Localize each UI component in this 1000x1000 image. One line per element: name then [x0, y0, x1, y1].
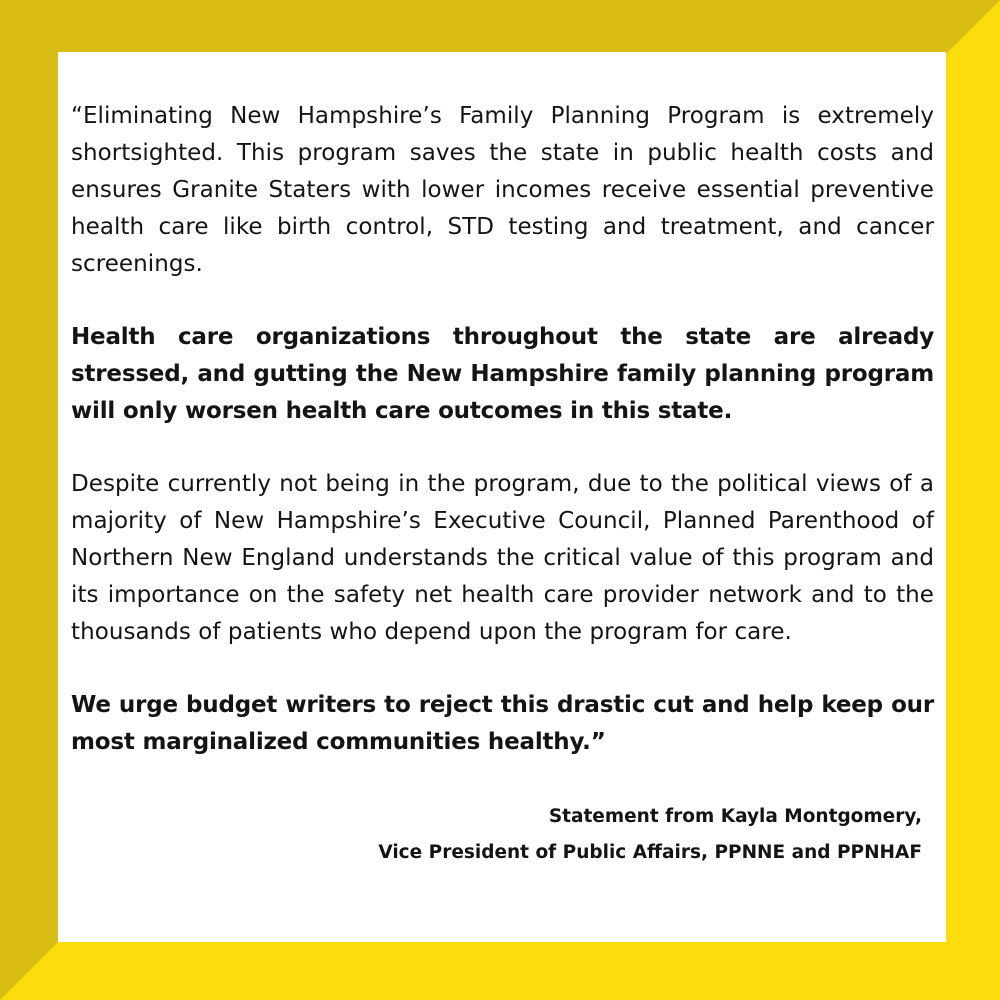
- paragraph-spacer: [71, 430, 934, 466]
- paragraph-spacer: [71, 283, 934, 319]
- quote-paragraph-1: “Eliminating New Hampshire’s Family Planning Program is extremely shortsighted. This program saves the state in public health costs and ensures Granite Staters with lower incomes receive essential preventive health care like birth control, STD testing and treatment, and cancer screenings.: [71, 103, 934, 277]
- paragraph-spacer: [71, 651, 934, 687]
- quote-paragraph-3: Despite currently not being in the program, due to the political views of a majority of New Hampshire’s Executive Council, Planned Parenthood of Northern New England understands the critical value of this program and its importance on the safety net health care provider network and to the thousands of patients who depend upon the program for care.: [71, 471, 934, 645]
- attribution: [71, 799, 934, 871]
- attribution-title: Vice President of Public Affairs, PPNNE and PPNHAF: [378, 842, 922, 863]
- quote-paragraph-2: Health care organizations throughout the state are already stressed, and gutting the New Hampshire family planning program will only worsen health care outcomes in this state.: [71, 324, 934, 424]
- statement-card: [58, 52, 946, 942]
- attribution-speaker: Statement from Kayla Montgomery,: [548, 806, 922, 827]
- quote-paragraph-4: We urge budget writers to reject this drastic cut and help keep our most marginalized communities healthy.”: [71, 692, 934, 755]
